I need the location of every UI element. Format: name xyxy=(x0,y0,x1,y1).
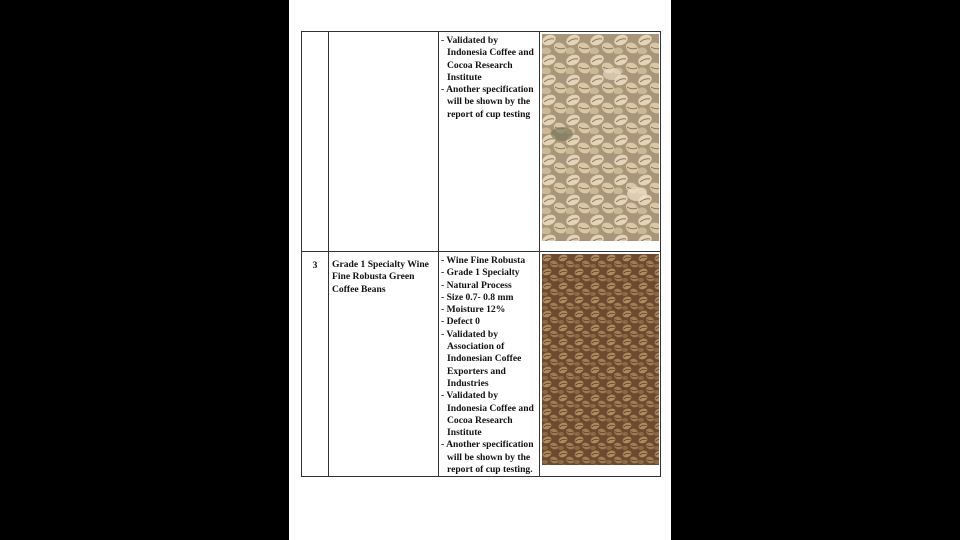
spec-item: - Another specification will be shown by the report of cup testing xyxy=(441,84,538,121)
spec-cell xyxy=(439,252,540,477)
spec-item: - Defect 0 xyxy=(441,316,538,328)
spec-item: - Another specification will be shown by the report of cup testing. xyxy=(441,439,538,476)
brown-robusta-coffee-beans-photo xyxy=(542,254,659,465)
spec-item: - Validated by Indonesia Coffee and Cocoa Research Institute xyxy=(441,35,538,84)
spec-item: - Natural Process xyxy=(441,280,538,292)
image-cell xyxy=(540,32,661,252)
spec-item: - Grade 1 Specialty xyxy=(441,267,538,279)
spec-item: - Validated by Association of Indonesian Coffee Exporters and Industries xyxy=(441,329,538,390)
document-page xyxy=(289,0,671,540)
spec-item: - Moisture 12% xyxy=(441,304,538,316)
spec-list xyxy=(441,35,538,121)
table-row xyxy=(302,32,661,252)
table-row xyxy=(302,252,661,477)
image-cell xyxy=(540,252,661,477)
spec-item: - Validated by Indonesia Coffee and Cocoa Research Institute xyxy=(441,390,538,439)
product-name: Grade 1 Specialty Wine Fine Robusta Green Coffee Beans xyxy=(329,252,439,477)
product-spec-table xyxy=(301,31,661,477)
product-name xyxy=(329,32,439,252)
spec-item: - Size 0.7- 0.8 mm xyxy=(441,292,538,304)
row-number: 3 xyxy=(302,252,329,477)
pale-green-coffee-beans-photo xyxy=(542,34,659,241)
row-number xyxy=(302,32,329,252)
spec-item: - Wine Fine Robusta xyxy=(441,255,538,267)
spec-list xyxy=(441,255,538,476)
spec-cell xyxy=(439,32,540,252)
